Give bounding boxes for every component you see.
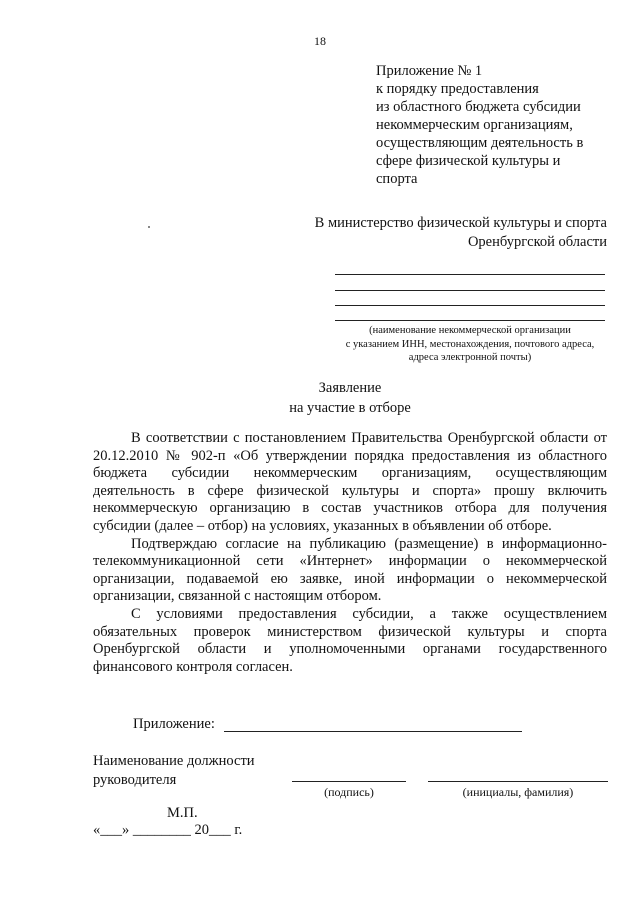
position-line-1: Наименование должности: [93, 753, 255, 769]
appendix-line: из областного бюджета субсидии: [376, 99, 581, 115]
appendix-line: осуществляющим деятельность в: [376, 135, 584, 151]
title-line-1: Заявление: [318, 380, 382, 396]
addressee-line-1: В министерство физической культуры и спорта: [314, 215, 607, 231]
org-blank-line-2: [335, 290, 605, 291]
initials-blank-line: [428, 781, 608, 782]
stamp-place-label: М.П.: [167, 805, 198, 821]
org-blank-line-1: [335, 274, 605, 275]
body-paragraph-2: Подтверждаю согласие на публикацию (размещение) в информационно-телекоммуникационной сети «Интернет» информации о некоммерческой организации, подаваемой ею заявке, иной информации о некоммерческой организации, связанной с настоящим отбором.: [93, 535, 607, 605]
attachment-label: Приложение:: [133, 716, 215, 732]
document-body: [93, 430, 607, 676]
date-line: «___» ________ 20___ г.: [93, 822, 243, 838]
appendix-header: [376, 62, 626, 188]
org-caption: [330, 324, 610, 365]
appendix-line: спорта: [376, 171, 418, 187]
addressee-line-2: Оренбургской области: [467, 234, 607, 250]
signature-blank-line: [292, 781, 406, 782]
scan-speck: [148, 226, 150, 228]
appendix-line: Приложение № 1: [376, 63, 483, 79]
attachment-blank-line: [224, 731, 522, 732]
signature-caption: (подпись): [324, 785, 374, 799]
appendix-line: сфере физической культуры и: [376, 153, 561, 169]
org-caption-line: адреса электронной почты): [408, 352, 532, 363]
appendix-line: некоммерческим организациям,: [376, 117, 573, 133]
org-blank-line-3: [335, 305, 605, 306]
org-caption-line: с указанием ИНН, местонахождения, почтового адреса,: [345, 338, 595, 350]
initials-caption: (инициалы, фамилия): [462, 785, 574, 799]
appendix-line: к порядку предоставления: [376, 81, 539, 97]
position-line-2: руководителя: [93, 772, 177, 788]
title-line-2: на участие в отборе: [289, 400, 411, 416]
page-number: 18: [314, 34, 326, 48]
document-title: [0, 378, 640, 418]
org-blank-line-4: [335, 320, 605, 321]
addressee-block: [315, 214, 607, 252]
position-label: [93, 752, 255, 790]
body-paragraph-3: С условиями предоставления субсидии, а также осуществлением обязательных проверок министерством физической культуры и спорта Оренбургской области и уполномоченными органами государственного финансового контроля согласен.: [93, 605, 607, 675]
body-paragraph-1: В соответствии с постановлением Правительства Оренбургской области от 20.12.2010 № 902-п «Об утверждении порядка предоставления из областного бюджета субсидии некоммерческим организациям, осуществляющим деятельность в сфере физической культуры и спорта» прошу включить некоммерческую организацию в состав участников отбора для получения субсидии (далее – отбор) на условиях, указанных в объявлении об отборе.: [93, 430, 607, 534]
org-caption-line: (наименование некоммерческой организации: [369, 325, 571, 336]
